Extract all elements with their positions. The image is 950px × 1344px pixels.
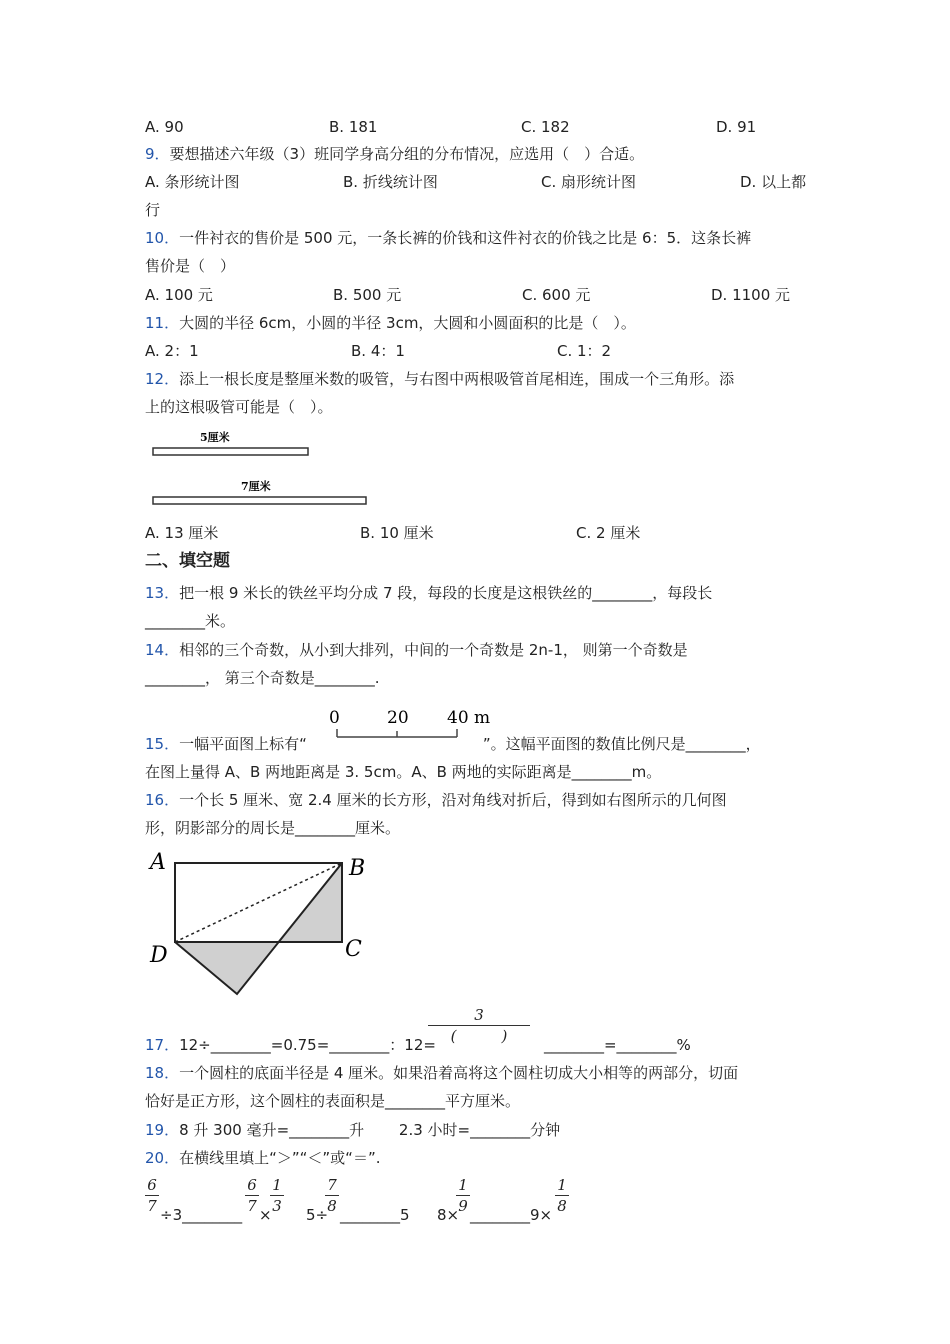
- q13-question-line2: ________米。: [145, 612, 236, 630]
- straw-7cm-label: 7厘米: [241, 480, 271, 493]
- q20-question: [145, 1148, 810, 1168]
- q15-number: 15．: [145, 735, 180, 753]
- vertex-d-label: D: [150, 943, 168, 968]
- q20-item3-text: ________5: [340, 1206, 410, 1224]
- folded-rectangle-figure: [145, 845, 375, 1000]
- q20-item2-operator: ×: [259, 1206, 272, 1224]
- q20-number: 20．: [145, 1149, 180, 1167]
- q20-item2-fraction-a: [245, 1176, 259, 1215]
- q10-text: 一件衬衣的售价是 500 元，一条长裤的价钱和这件衬衣的价钱之比是 6：5．这条长裤: [179, 229, 752, 247]
- q10-number: 10．: [145, 229, 180, 247]
- q20-item1-numerator: 6: [147, 1176, 157, 1194]
- q17-part2: ：12=: [389, 1036, 436, 1054]
- q10-question-line1: [145, 228, 810, 248]
- q12-option-b: B. 10 厘米: [360, 524, 434, 542]
- q20-item5-denominator: 8: [557, 1197, 567, 1215]
- q13-question-line1: [145, 583, 810, 603]
- q12-question-line1: [145, 369, 810, 389]
- q10-option-c: C. 600 元: [522, 286, 591, 304]
- q9-option-c: C. 扇形统计图: [541, 173, 637, 191]
- q10-option-a: A. 100 元: [145, 286, 213, 304]
- q20-item4-denominator: 9: [458, 1197, 468, 1215]
- q9-option-b: B. 折线统计图: [343, 173, 438, 191]
- q9-option-d-wrap: 行: [145, 201, 161, 219]
- q17-fraction-denominator: ( ): [450, 1027, 508, 1045]
- q14-question-line1: [145, 640, 810, 660]
- straws-figure: [145, 425, 375, 510]
- q11-option-c: C. 1：2: [557, 342, 612, 360]
- q11-text: 大圆的半径 6cm，小圆的半径 3cm，大圆和小圆面积的比是（ ）。: [179, 314, 636, 332]
- q17-number: 17．: [145, 1036, 180, 1054]
- vertex-b-label: B: [349, 856, 366, 881]
- q17-part3: ________=________%: [543, 1036, 691, 1054]
- q8-option-a: A. 90: [145, 118, 184, 136]
- scale-tick-20: 20: [387, 708, 409, 728]
- q17-part1: 12÷________=0.75=________: [179, 1036, 390, 1054]
- q8-option-c: C. 182: [521, 118, 570, 136]
- q14-question-line2: ________， 第三个奇数是________.: [145, 669, 380, 687]
- q19-number: 19．: [145, 1121, 180, 1139]
- q17-fraction: [428, 1006, 530, 1045]
- straw-5cm-label: 5厘米: [200, 431, 230, 444]
- q13-number: 13．: [145, 584, 180, 602]
- q11-option-a: A. 2：1: [145, 342, 199, 360]
- q20-item2-denominator: 7: [247, 1197, 257, 1215]
- q12-number: 12．: [145, 370, 180, 388]
- q20-item2-fraction-b: [270, 1176, 284, 1215]
- q20-item3-prefix: 5÷: [306, 1206, 329, 1224]
- q16-question-line2: 形，阴影部分的周长是________厘米。: [145, 819, 401, 837]
- q20-text: 在横线里填上“＞”“＜”或“＝”.: [179, 1149, 381, 1167]
- q20-item1-text: ÷3________: [160, 1206, 243, 1224]
- q14-number: 14．: [145, 641, 180, 659]
- q18-number: 18．: [145, 1064, 180, 1082]
- q10-option-b: B. 500 元: [333, 286, 402, 304]
- q20-item1-denominator: 7: [147, 1197, 157, 1215]
- q20-item4-text: ________9×: [470, 1206, 553, 1224]
- q18-text: 一个圆柱的底面半径是 4 厘米。如果沿着高将这个圆柱切成大小相等的两部分，切面: [179, 1064, 739, 1082]
- q20-item3-denominator: 8: [327, 1197, 337, 1215]
- scale-tick-40m: 40 m: [447, 708, 491, 728]
- q11-option-b: B. 4：1: [351, 342, 405, 360]
- q20-item2-numerator: 6: [247, 1176, 257, 1194]
- q20-item2b-numerator: 1: [272, 1176, 282, 1194]
- q9-text: 要想描述六年级（3）班同学身高分组的分布情况，应选用（ ）合适。: [169, 145, 645, 163]
- q16-question-line1: [145, 790, 810, 810]
- q9-option-d: D. 以上都: [740, 173, 807, 191]
- q8-option-d: D. 91: [716, 118, 757, 136]
- q20-item4-prefix: 8×: [437, 1206, 460, 1224]
- q15-question-line2: 在图上量得 A、B 两地距离是 3. 5cm。A、B 两地的实际距离是________m。: [145, 763, 662, 781]
- q18-question-line2: 恰好是正方形，这个圆柱的表面积是________平方厘米。: [145, 1092, 521, 1110]
- q20-item5-fraction: [555, 1176, 569, 1215]
- section-fill-in-title: 二、填空题: [145, 551, 230, 571]
- q11-question: [145, 313, 810, 333]
- q13-text: 把一根 9 米长的铁丝平均分成 7 段，每段的长度是这根铁丝的________，每段长: [179, 584, 713, 602]
- q12-option-a: A. 13 厘米: [145, 524, 219, 542]
- q15-text-post: ”。这幅平面图的数值比例尺是________，: [482, 735, 761, 753]
- q10-question-line2: 售价是（ ）: [145, 257, 236, 275]
- scale-tick-0: 0: [329, 708, 340, 728]
- q9-question: [145, 144, 810, 164]
- q20-item4-numerator: 1: [458, 1176, 468, 1194]
- q11-number: 11．: [145, 314, 180, 332]
- q16-text: 一个长 5 厘米、宽 2.4 厘米的长方形，沿对角线对折后，得到如右图所示的几何图: [179, 791, 727, 809]
- q20-item4-fraction: [456, 1176, 470, 1215]
- q20-item5-numerator: 1: [557, 1176, 567, 1194]
- straw-5cm: [153, 448, 308, 455]
- q20-item3-fraction: [325, 1176, 339, 1215]
- q17-fraction-numerator: 3: [474, 1006, 484, 1024]
- q19-text: 8 升 300 毫升=________升 2.3 小时=________分钟: [179, 1121, 561, 1139]
- q16-number: 16．: [145, 791, 180, 809]
- q15-text-pre: 一幅平面图上标有“: [179, 735, 307, 753]
- vertex-a-label: A: [150, 850, 166, 875]
- vertex-c-label: C: [345, 937, 362, 962]
- q8-option-b: B. 181: [329, 118, 378, 136]
- q14-text: 相邻的三个奇数，从小到大排列，中间的一个奇数是 2n-1， 则第一个奇数是: [179, 641, 688, 659]
- q20-item2b-denominator: 3: [272, 1197, 282, 1215]
- q9-number: 9．: [145, 145, 170, 163]
- q12-option-c: C. 2 厘米: [576, 524, 641, 542]
- q19-question: [145, 1120, 810, 1140]
- q12-text: 添上一根长度是整厘米数的吸管，与右图中两根吸管首尾相连，围成一个三角形。添: [179, 370, 735, 388]
- q20-item3-numerator: 7: [327, 1176, 337, 1194]
- straw-7cm: [153, 497, 366, 504]
- q12-question-line2: 上的这根吸管可能是（ ）。: [145, 398, 333, 416]
- q15-question-line1: [145, 734, 810, 754]
- q9-option-a: A. 条形统计图: [145, 173, 240, 191]
- q10-option-d: D. 1100 元: [711, 286, 791, 304]
- q20-item1-fraction: [145, 1176, 159, 1215]
- q18-question-line1: [145, 1063, 810, 1083]
